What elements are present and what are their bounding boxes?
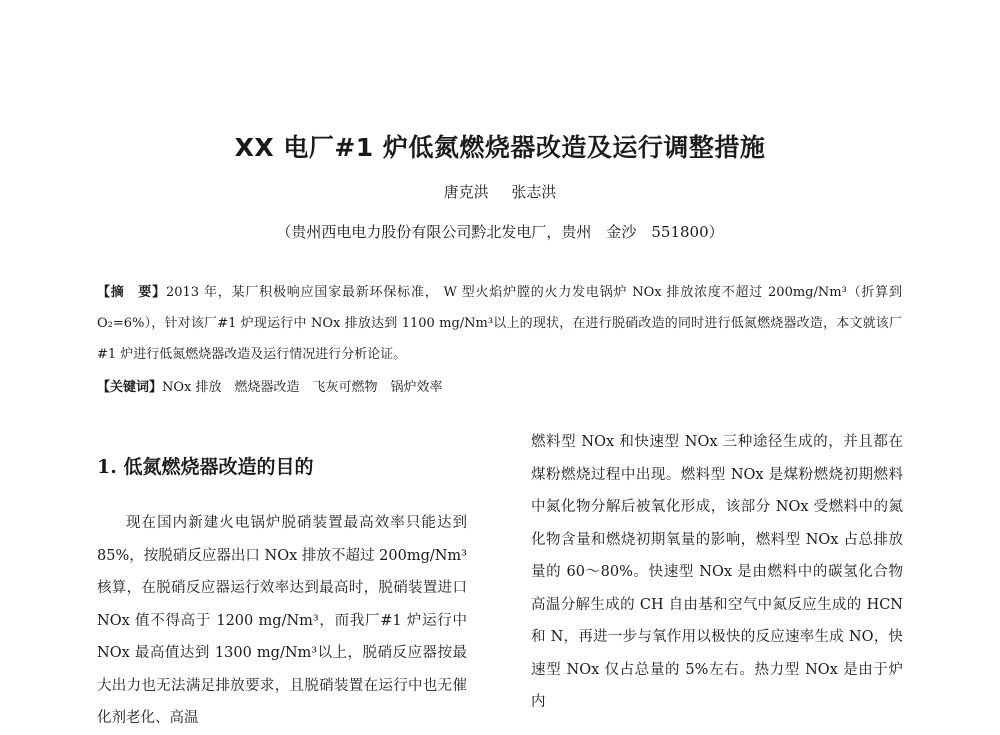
- abstract: [97, 277, 902, 370]
- right-column-paragraph: 燃料型 NOx 和快速型 NOx 三种途径生成的，并且都在煤粉燃烧过程中出现。燃料型 NOx 是煤粉燃烧初期燃料中氮化物分解后被氧化形成，该部分 NOx 受燃料中的氮化物含量和燃烧初期氧量的影响，燃料型 NOx 占总排放量的 60～80%。快速型 NOx 是由燃料中的碳氢化合物高温分解生成的 CH 自由基和空气中氮反应生成的 HCN 和 N，再进一步与氧作用以极快的反应速率生成 NO，快速型 NOx 仅占总量的 5%左右。热力型 NOx 是由于炉内: [531, 434, 903, 710]
- keywords-text: NOx 排放 燃烧器改造 飞灰可燃物 锅炉效率: [162, 380, 443, 395]
- left-column-paragraph: 现在国内新建火电锅炉脱硝装置最高效率只能达到 85%，按脱硝反应器出口 NOx 排放不超过 200mg/Nm³核算，在脱硝反应器运行效率达到最高时，脱硝装置进口 NOx 值不得高于 1200 mg/Nm³，而我厂#1 炉运行中 NOx 最高值达到 1300 mg/Nm³以上，脱硝反应器按最大出力也无法满足排放要求，且脱硝装置在运行中也无催化剂老化、高温: [97, 515, 467, 726]
- abstract-label: 【摘 要】: [97, 285, 166, 300]
- section-1-heading: 1. 低氮燃烧器改造的目的: [97, 456, 314, 478]
- paper-authors: 唐克洪 张志洪: [443, 183, 557, 201]
- paper-affiliation: （贵州西电电力股份有限公司黔北发电厂，贵州 金沙 551800）: [276, 223, 724, 241]
- abstract-text: 2013 年，某厂积极响应国家最新环保标准， W 型火焰炉膛的火力发电锅炉 NOx 排放浓度不超过 200mg/Nm³（折算到 O₂=6%），针对该厂#1 炉现运行中 NOx 排放达到 1100 mg/Nm³以上的现状，在进行脱硝改造的同时进行低氮燃烧器改造，本文就该厂#1 炉进行低氮燃烧器改造及运行情况进行分析论证。: [97, 285, 902, 362]
- keywords: [97, 374, 902, 402]
- keywords-label: 【关键词】: [97, 380, 163, 395]
- paper-title: XX 电厂#1 炉低氮燃烧器改造及运行调整措施: [234, 133, 766, 162]
